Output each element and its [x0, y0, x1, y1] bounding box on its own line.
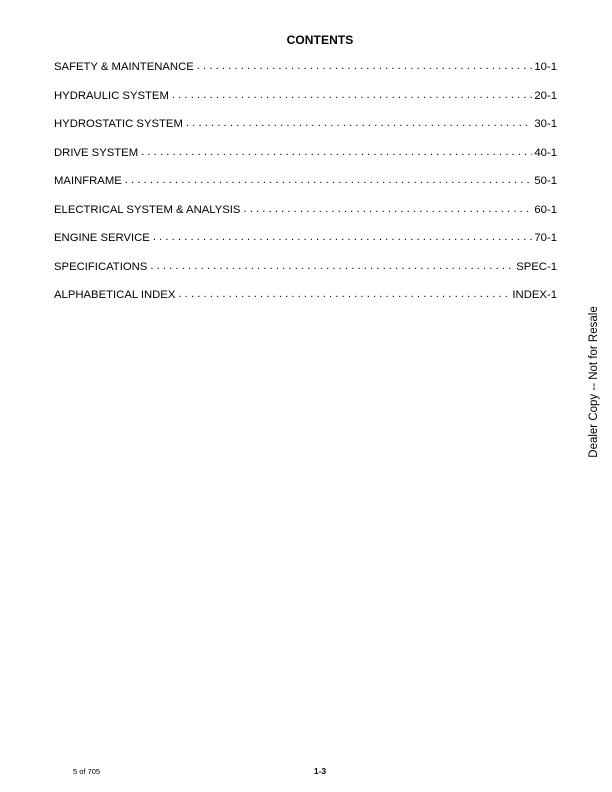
page-count: 5 of 705: [73, 767, 101, 776]
toc-entry-hydraulic-system[interactable]: [54, 90, 557, 119]
toc-entry-hydrostatic-system[interactable]: [54, 118, 557, 147]
page-title: CONTENTS: [286, 33, 354, 47]
toc-entry-page: 10-1: [534, 61, 557, 73]
toc-entry-mainframe[interactable]: [54, 175, 557, 204]
toc-entry-label: ELECTRICAL SYSTEM & ANALYSIS: [54, 203, 241, 216]
toc-entry-page: 70-1: [534, 232, 557, 244]
toc-entry-label: HYDRAULIC SYSTEM: [54, 89, 169, 102]
toc-entry-page: 60-1: [534, 203, 557, 216]
toc-entry-page: INDEX-1: [512, 289, 557, 301]
toc-entry-label: ENGINE SERVICE: [54, 232, 150, 244]
dot-leader: [150, 260, 514, 272]
toc-entry-label: MAINFRAME: [54, 175, 122, 187]
dot-leader: [141, 146, 532, 158]
toc-entry-electrical-system[interactable]: [54, 204, 557, 233]
toc-entry-alphabetical-index[interactable]: [54, 289, 557, 318]
watermark-text: Dealer Copy -- Not for Resale: [588, 306, 600, 458]
toc-entry-label: ALPHABETICAL INDEX: [54, 289, 176, 301]
dot-leader: [197, 60, 533, 72]
table-of-contents: [54, 61, 557, 318]
dot-leader: [153, 231, 533, 243]
toc-entry-drive-system[interactable]: [54, 147, 557, 176]
toc-entry-label: HYDROSTATIC SYSTEM: [54, 118, 183, 130]
toc-entry-label: DRIVE SYSTEM: [54, 146, 139, 159]
toc-entry-label: SAFETY & MAINTENANCE: [54, 61, 194, 73]
toc-entry-page: 50-1: [534, 175, 557, 187]
toc-entry-page: SPEC-1: [516, 260, 557, 273]
toc-entry-specifications[interactable]: [54, 261, 557, 290]
toc-entry-page: 40-1: [534, 146, 557, 159]
toc-entry-engine-service[interactable]: [54, 232, 557, 261]
toc-entry-label: SPECIFICATIONS: [54, 260, 148, 273]
dot-leader: [186, 117, 532, 129]
toc-entry-safety-maintenance[interactable]: [54, 61, 557, 90]
watermark: [583, 306, 605, 458]
dot-leader: [178, 288, 510, 300]
dot-leader: [243, 203, 532, 215]
toc-entry-page: 20-1: [534, 89, 557, 102]
dot-leader: [172, 89, 533, 101]
dot-leader: [125, 174, 533, 186]
page-number: 1-3: [313, 766, 327, 776]
toc-entry-page: 30-1: [534, 118, 557, 130]
